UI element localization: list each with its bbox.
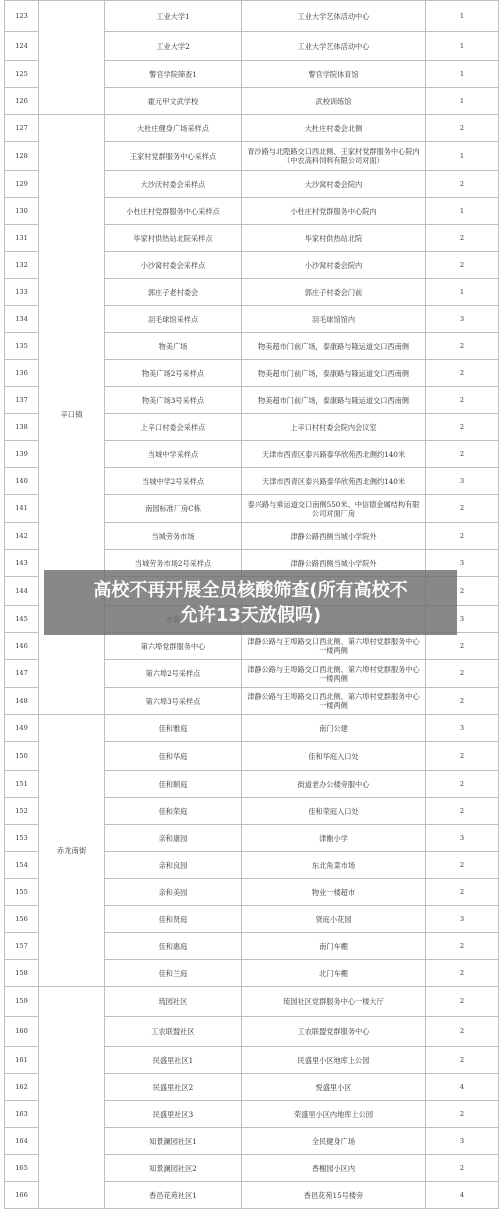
cell-count: 2 bbox=[426, 171, 499, 198]
cell-place: 佳和华庭入口处 bbox=[242, 742, 426, 771]
cell-town: 赤龙南街 bbox=[39, 715, 105, 987]
cell-num: 152 bbox=[5, 798, 39, 825]
cell-count: 2 bbox=[426, 960, 499, 987]
cell-site: 第六埠2号采样点 bbox=[105, 660, 242, 688]
cell-place: 警官学院体育馆 bbox=[242, 61, 426, 88]
cell-num: 165 bbox=[5, 1155, 39, 1182]
headline-title: 高校不再开展全员核酸筛查(所有高校不允许13天放假吗) bbox=[93, 579, 408, 626]
cell-site: 毕家村供热站北院采样点 bbox=[105, 225, 242, 252]
cell-place: 津静公路西侧当城小学院外 bbox=[242, 550, 426, 577]
cell-num: 147 bbox=[5, 660, 39, 688]
headline-banner bbox=[44, 570, 457, 635]
cell-site: 上辛口村委会采样点 bbox=[105, 414, 242, 441]
cell-count: 2 bbox=[426, 252, 499, 279]
cell-site: 知景澜园社区2 bbox=[105, 1155, 242, 1182]
cell-place: 小杜庄村党群服务中心院内 bbox=[242, 198, 426, 225]
cell-place: 大杜庄村委会北侧 bbox=[242, 115, 426, 142]
cell-place: 羽毛球馆馆内 bbox=[242, 306, 426, 333]
cell-num: 127 bbox=[5, 115, 39, 142]
cell-num: 135 bbox=[5, 333, 39, 360]
cell-place: 南门公建 bbox=[242, 715, 426, 742]
cell-site: 亲和良园 bbox=[105, 852, 242, 879]
cell-num: 153 bbox=[5, 825, 39, 852]
cell-count: 2 bbox=[426, 360, 499, 387]
cell-count: 1 bbox=[426, 61, 499, 88]
cell-site: 佳和兰庭 bbox=[105, 960, 242, 987]
cell-place: 武校训练馆 bbox=[242, 88, 426, 115]
cell-count: 2 bbox=[426, 1155, 499, 1182]
cell-num: 131 bbox=[5, 225, 39, 252]
cell-count: 3 bbox=[426, 825, 499, 852]
cell-num: 140 bbox=[5, 468, 39, 495]
cell-site: 物美广场 bbox=[105, 333, 242, 360]
cell-num: 136 bbox=[5, 360, 39, 387]
cell-site: 民盛里社区2 bbox=[105, 1074, 242, 1101]
cell-place: 贤庭小花园 bbox=[242, 906, 426, 933]
cell-count: 2 bbox=[426, 577, 499, 606]
cell-count: 3 bbox=[426, 306, 499, 333]
cell-site: 大沙沃村委会采样点 bbox=[105, 171, 242, 198]
cell-count: 2 bbox=[426, 660, 499, 688]
cell-place: 物美超市门前广场，泰康路与隆运道交口西南侧 bbox=[242, 360, 426, 387]
cell-num: 158 bbox=[5, 960, 39, 987]
cell-count: 3 bbox=[426, 468, 499, 495]
cell-num: 163 bbox=[5, 1101, 39, 1128]
cell-count: 1 bbox=[426, 88, 499, 115]
cell-count: 2 bbox=[426, 798, 499, 825]
cell-num: 132 bbox=[5, 252, 39, 279]
cell-place: 郭庄子村委会门前 bbox=[242, 279, 426, 306]
cell-site: 大杜庄健身广场采样点 bbox=[105, 115, 242, 142]
table-row bbox=[5, 1, 499, 32]
cell-site: 小沙窝村委会采样点 bbox=[105, 252, 242, 279]
cell-place: 全民健身广场 bbox=[242, 1128, 426, 1155]
cell-count: 2 bbox=[426, 225, 499, 252]
cell-num: 129 bbox=[5, 171, 39, 198]
cell-site: 霍元甲文武学校 bbox=[105, 88, 242, 115]
cell-num: 138 bbox=[5, 414, 39, 441]
cell-place: 物业一楼超市 bbox=[242, 879, 426, 906]
cell-count: 3 bbox=[426, 1128, 499, 1155]
cell-count: 2 bbox=[426, 933, 499, 960]
cell-place: 工农联盟党群服务中心 bbox=[242, 1017, 426, 1047]
cell-count: 2 bbox=[426, 441, 499, 468]
cell-site: 工农联盟社区 bbox=[105, 1017, 242, 1047]
cell-num: 142 bbox=[5, 523, 39, 550]
cell-site: 民盛里社区1 bbox=[105, 1047, 242, 1074]
cell-place: 青沙路与北隍路交口西北侧、王家村党群服务中心院内（中农高科饲料有限公司对面） bbox=[242, 142, 426, 171]
cell-site: 香邑花苑社区1 bbox=[105, 1182, 242, 1209]
cell-count: 1 bbox=[426, 198, 499, 225]
cell-num: 145 bbox=[5, 606, 39, 633]
cell-place: 上辛口村村委会院内会议室 bbox=[242, 414, 426, 441]
cell-place: 物美超市门前广场，泰康路与隆运道交口西南侧 bbox=[242, 387, 426, 414]
cell-place: 街道老办公楼旁服中心 bbox=[242, 771, 426, 798]
cell-place: 东北角菜市场 bbox=[242, 852, 426, 879]
cell-site: 物美广场2号采样点 bbox=[105, 360, 242, 387]
cell-place: 香榭园小区内 bbox=[242, 1155, 426, 1182]
cell-place: 津静公路与王埠路交口西北侧、第六埠村党群服务中心一楼两侧 bbox=[242, 660, 426, 688]
cell-town bbox=[39, 987, 105, 1209]
cell-count: 2 bbox=[426, 1017, 499, 1047]
cell-num: 157 bbox=[5, 933, 39, 960]
cell-num: 146 bbox=[5, 633, 39, 660]
cell-count: 2 bbox=[426, 523, 499, 550]
cell-count: 2 bbox=[426, 771, 499, 798]
table-row bbox=[5, 987, 499, 1017]
cell-place: 香邑花苑15号楼旁 bbox=[242, 1182, 426, 1209]
cell-count: 2 bbox=[426, 852, 499, 879]
cell-site: 当城劳务市场 bbox=[105, 523, 242, 550]
cell-site: 佳和荣庭 bbox=[105, 798, 242, 825]
cell-site: 当城中学2号采样点 bbox=[105, 468, 242, 495]
cell-num: 148 bbox=[5, 688, 39, 715]
cell-site: 物美广场3号采样点 bbox=[105, 387, 242, 414]
cell-num: 133 bbox=[5, 279, 39, 306]
cell-num: 160 bbox=[5, 1017, 39, 1047]
cell-place: 南门车棚 bbox=[242, 933, 426, 960]
cell-count: 2 bbox=[426, 387, 499, 414]
cell-place: 工业大学艺体活动中心 bbox=[242, 32, 426, 61]
cell-site: 郭庄子老村委会 bbox=[105, 279, 242, 306]
cell-site: 琉园社区 bbox=[105, 987, 242, 1017]
cell-num: 134 bbox=[5, 306, 39, 333]
cell-num: 128 bbox=[5, 142, 39, 171]
table-row bbox=[5, 115, 499, 142]
cell-place: 大沙窝村委会院内 bbox=[242, 171, 426, 198]
cell-site: 佳和顺庭 bbox=[105, 771, 242, 798]
cell-count: 1 bbox=[426, 279, 499, 306]
cell-count: 2 bbox=[426, 1101, 499, 1128]
cell-place: 物美超市门前广场，泰康路与隆运道交口西南侧 bbox=[242, 333, 426, 360]
cell-count: 3 bbox=[426, 550, 499, 577]
cell-num: 144 bbox=[5, 577, 39, 606]
cell-town: 辛口镇 bbox=[39, 115, 105, 715]
cell-num: 139 bbox=[5, 441, 39, 468]
cell-count: 2 bbox=[426, 633, 499, 660]
cell-count: 2 bbox=[426, 115, 499, 142]
cell-count: 1 bbox=[426, 32, 499, 61]
cell-site: 羽毛球馆采样点 bbox=[105, 306, 242, 333]
cell-num: 123 bbox=[5, 1, 39, 32]
cell-num: 125 bbox=[5, 61, 39, 88]
cell-num: 164 bbox=[5, 1128, 39, 1155]
cell-site: 佳和惠庭 bbox=[105, 933, 242, 960]
cell-place: 天津市西青区泰兴路泰华欣苑西北侧约140米 bbox=[242, 441, 426, 468]
cell-place: 民盛里小区地库上公园 bbox=[242, 1047, 426, 1074]
cell-count: 2 bbox=[426, 688, 499, 715]
cell-site: 工业大学2 bbox=[105, 32, 242, 61]
cell-count: 3 bbox=[426, 715, 499, 742]
cell-count: 3 bbox=[426, 606, 499, 633]
cell-site: 民盛里社区3 bbox=[105, 1101, 242, 1128]
cell-count: 3 bbox=[426, 906, 499, 933]
table-row bbox=[5, 715, 499, 742]
cell-site: 亲和美园 bbox=[105, 879, 242, 906]
cell-num: 126 bbox=[5, 88, 39, 115]
cell-count: 4 bbox=[426, 1182, 499, 1209]
cell-town bbox=[39, 1, 105, 115]
cell-num: 155 bbox=[5, 879, 39, 906]
cell-place: 北门车棚 bbox=[242, 960, 426, 987]
cell-count: 4 bbox=[426, 1074, 499, 1101]
cell-site: 佳和雅庭 bbox=[105, 715, 242, 742]
cell-site: 亲和康园 bbox=[105, 825, 242, 852]
cell-site: 南园标准厂房C栋 bbox=[105, 495, 242, 523]
cell-count: 1 bbox=[426, 142, 499, 171]
cell-num: 124 bbox=[5, 32, 39, 61]
cell-num: 156 bbox=[5, 906, 39, 933]
cell-place: 津静公路与王埠路交口西北侧、第六埠村党群服务中心一楼两侧 bbox=[242, 688, 426, 715]
cell-place: 毕家村供热站北院 bbox=[242, 225, 426, 252]
cell-site: 佳和贤庭 bbox=[105, 906, 242, 933]
cell-num: 149 bbox=[5, 715, 39, 742]
cell-site: 王家村党群服务中心采样点 bbox=[105, 142, 242, 171]
cell-place: 津静公路与王埠路交口西北侧、第六埠村党群服务中心一楼两侧 bbox=[242, 633, 426, 660]
cell-num: 151 bbox=[5, 771, 39, 798]
cell-place: 悦盛里小区 bbox=[242, 1074, 426, 1101]
cell-site: 佳和华庭 bbox=[105, 742, 242, 771]
cell-num: 150 bbox=[5, 742, 39, 771]
cell-place: 琉园社区党群服务中心一楼大厅 bbox=[242, 987, 426, 1017]
cell-site: 小杜庄村党群服务中心采样点 bbox=[105, 198, 242, 225]
cell-num: 137 bbox=[5, 387, 39, 414]
cell-place: 天津市西青区泰兴路泰华欣苑西北侧约140米 bbox=[242, 468, 426, 495]
cell-site: 第六埠党群服务中心 bbox=[105, 633, 242, 660]
cell-place: 佳和荣庭入口处 bbox=[242, 798, 426, 825]
cell-count: 2 bbox=[426, 495, 499, 523]
cell-place: 津衡小学 bbox=[242, 825, 426, 852]
cell-place: 工业大学艺体活动中心 bbox=[242, 1, 426, 32]
cell-num: 166 bbox=[5, 1182, 39, 1209]
cell-site: 警官学院筛查1 bbox=[105, 61, 242, 88]
cell-count: 2 bbox=[426, 742, 499, 771]
cell-num: 162 bbox=[5, 1074, 39, 1101]
cell-place: 荣盛里小区内地库上公园 bbox=[242, 1101, 426, 1128]
cell-place: 小沙窝村委会院内 bbox=[242, 252, 426, 279]
cell-num: 161 bbox=[5, 1047, 39, 1074]
cell-count: 2 bbox=[426, 414, 499, 441]
cell-num: 143 bbox=[5, 550, 39, 577]
cell-site: 当城中学采样点 bbox=[105, 441, 242, 468]
cell-num: 141 bbox=[5, 495, 39, 523]
cell-site: 工业大学1 bbox=[105, 1, 242, 32]
cell-site: 知景澜园社区1 bbox=[105, 1128, 242, 1155]
cell-num: 159 bbox=[5, 987, 39, 1017]
cell-count: 2 bbox=[426, 1047, 499, 1074]
cell-place: 泰兴路与乘运道交口南侧550米、中信德金属结构有限公司对面厂房 bbox=[242, 495, 426, 523]
cell-count: 1 bbox=[426, 1, 499, 32]
cell-count: 2 bbox=[426, 333, 499, 360]
cell-count: 2 bbox=[426, 987, 499, 1017]
cell-place: 津静公路西侧当城小学院外 bbox=[242, 523, 426, 550]
cell-count: 2 bbox=[426, 879, 499, 906]
cell-num: 154 bbox=[5, 852, 39, 879]
cell-site: 当城劳务市场2号采样点 bbox=[105, 550, 242, 577]
cell-num: 130 bbox=[5, 198, 39, 225]
cell-site: 第六埠3号采样点 bbox=[105, 688, 242, 715]
